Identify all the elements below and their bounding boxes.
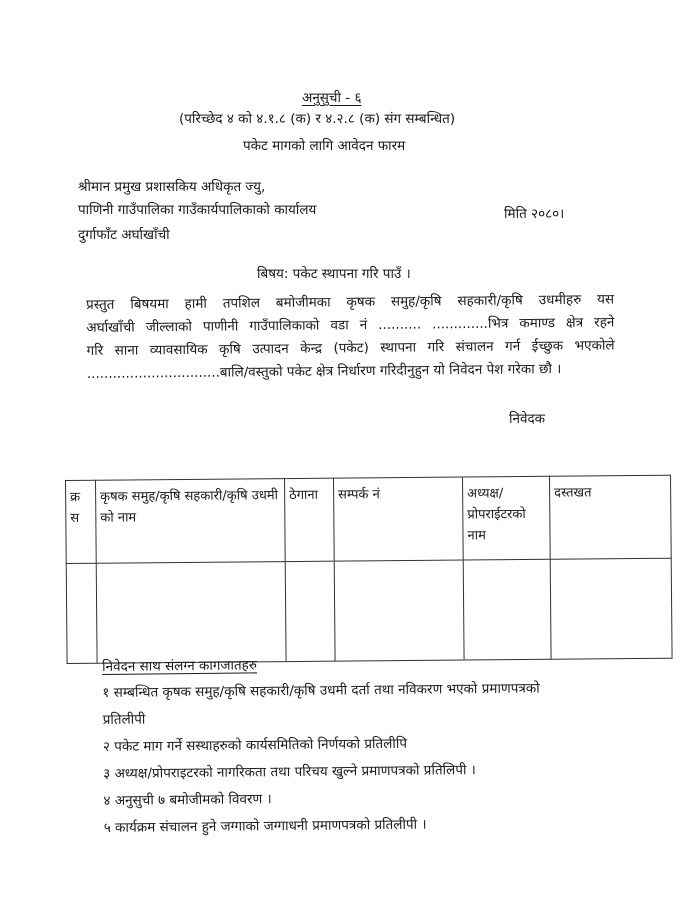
reference-line: (परिच्छेद ४ को ४.१.८ (क) र ४.२.८ (क) संग सम्बन्धित)	[179, 111, 456, 127]
application-body	[86, 288, 615, 386]
col-header-contact: सम्पर्क नं	[333, 477, 463, 562]
cell-signature[interactable]	[550, 559, 672, 660]
col-header-name: कृषक समुह/कृषि सहकारी/कृषि उधमी को नाम	[96, 479, 286, 564]
cell-serial[interactable]	[66, 564, 97, 664]
cell-name[interactable]	[96, 562, 286, 663]
col-header-serial: क्र स	[66, 480, 97, 564]
attachment-item: प्रतिलीपी	[102, 711, 146, 728]
attachment-item: ५ कार्यक्रम संचालन हुने जग्गाको जग्गाधनी प्रमाणपत्रको प्रतिलीपी ।	[103, 816, 427, 836]
form-title: पकेट मागको लागि आवेदन फारम	[243, 138, 406, 154]
body-line: गरि साना व्यावसायिक कृषि उत्पादन केन्द्र (पकेट) स्थापना गरि संचालन गर्न ईच्छुक भएकोले	[86, 337, 615, 359]
date-field: मिति २०८०।	[504, 206, 565, 222]
attachment-item: २ पकेट माग गर्ने सस्थाहरुको कार्यसमितिको निर्णयको प्रतिलीपि	[102, 735, 408, 755]
table-row	[66, 559, 672, 664]
attachment-item: ४ अनुसुची ७ बमोजीमको विवरण ।	[103, 791, 272, 809]
attachment-item: ३ अध्यक्ष/प्रोपराइटरको नागरिकता तथा परिचय खुल्ने प्रमाणपत्रको प्रतिलिपी ।	[103, 762, 476, 782]
body-line: प्रस्तुत बिषयमा हामी तपशिल बमोजीमका कृषक समुह/कृषि सहकारी/कृषि उधमीहरु यस	[86, 291, 615, 313]
table-header-row	[66, 475, 672, 564]
applicant-label: निवेदक	[509, 411, 546, 427]
addressee-line-3: दुर्गाफाँट अर्घाखाँची	[78, 227, 170, 243]
cell-address[interactable]	[285, 562, 335, 662]
col-header-chairperson: अध्यक्ष/ प्रोपराईटरको नाम	[462, 476, 550, 560]
applicant-table	[65, 475, 673, 664]
cell-contact[interactable]	[334, 560, 464, 661]
attachments-section	[102, 651, 541, 840]
schedule-heading: अनुसुची - ६	[302, 90, 362, 106]
addressee-line-2: पाणिनी गाउँपालिका गाउँकार्यपालिकाको कार्यालय	[78, 202, 317, 218]
cell-chairperson[interactable]	[463, 560, 551, 660]
addressee-line-1: श्रीमान प्रमुख प्रशासकिय अधिकृत ज्यु,	[78, 179, 266, 195]
body-line: ...............................बालि/वस्तुको पकेट क्षेत्र निर्धारण गरिदीनुहुन यो निवेदन पेश गरेका छौ ।	[86, 361, 562, 382]
col-header-address: ठेगाना	[284, 478, 334, 562]
body-line: अर्घाखाँची जील्लाको पाणीनी गाउँपालिकाको वडा नं .......... .............भित्र कमाण्ड क्षेत्र रहने	[86, 314, 615, 336]
attachments-title: निवेदन साथ संलग्न कागजातहरु	[102, 657, 257, 675]
attachment-item: १ सम्बन्धित कृषक समुह/कृषि सहकारी/कृषि उधमी दर्ता तथा नविकरण भएको प्रमाणपत्रको	[102, 680, 540, 701]
col-header-signature: दस्तखत	[549, 475, 671, 560]
subject-line: बिषय: पकेट स्थापना गरि पाउँ ।	[257, 266, 411, 282]
